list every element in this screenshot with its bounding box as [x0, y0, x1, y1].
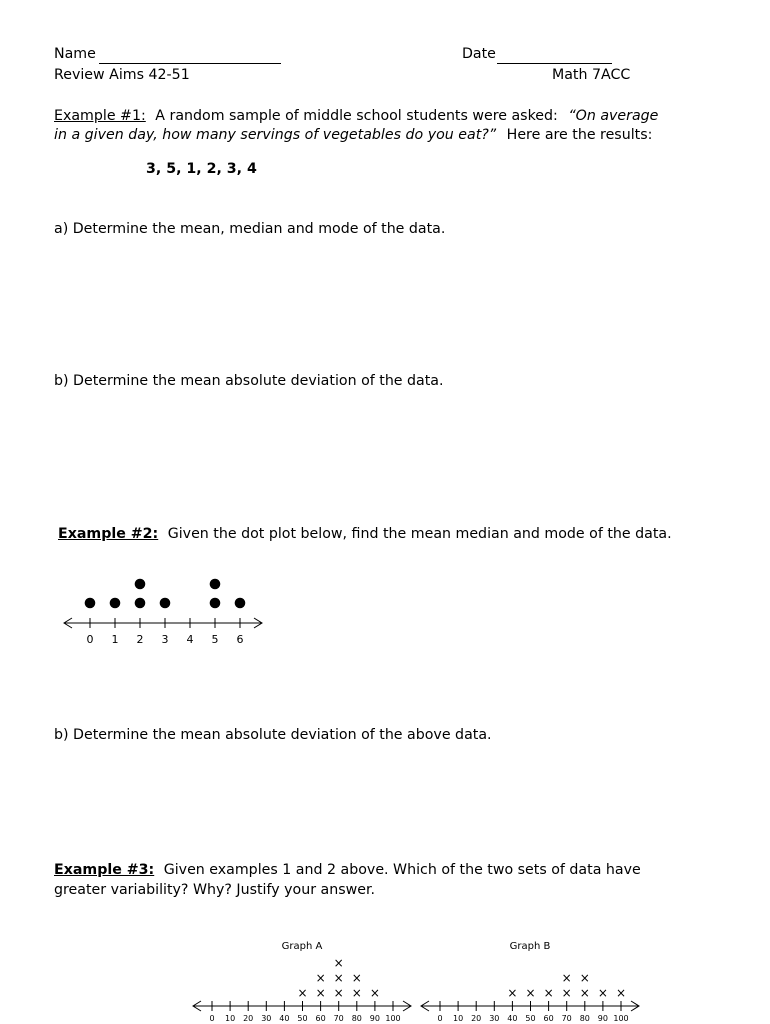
tick-label: 30: [489, 1014, 500, 1023]
example1-line1: [54, 108, 658, 124]
example1-line2: [54, 127, 652, 143]
data-dot: [210, 579, 221, 590]
data-x-mark: ×: [597, 986, 608, 1000]
example1-label: Example #1:: [54, 108, 146, 124]
example1-part-a: a) Determine the mean, median and mode of the data.: [54, 221, 446, 237]
graph-title: Graph A: [281, 941, 323, 952]
tick-label: 0: [86, 633, 94, 646]
example3-label: Example #3:: [54, 862, 155, 878]
example2-text: Given the dot plot below, find the mean median and mode of the data.: [167, 526, 672, 542]
data-x-mark: ×: [543, 986, 554, 1000]
data-x-mark: ×: [351, 971, 362, 985]
dot-plot: [60, 570, 270, 650]
data-dot: [135, 598, 146, 609]
example2-line: [54, 526, 672, 542]
course-label: Math 7ACC: [552, 67, 631, 83]
data-dot: [135, 579, 146, 590]
data-dot: [235, 598, 246, 609]
data-x-mark: ×: [333, 971, 344, 985]
graph-b-line-plot: [416, 935, 644, 1024]
data-x-mark: ×: [369, 986, 380, 1000]
data-x-mark: ×: [561, 971, 572, 985]
example3-line1: [54, 862, 641, 878]
tick-label: 30: [261, 1014, 272, 1023]
tick-label: 20: [243, 1014, 254, 1023]
tick-label: 70: [561, 1014, 572, 1023]
tick-label: 0: [437, 1014, 443, 1023]
tick-label: 0: [209, 1014, 215, 1023]
tick-label: 3: [161, 633, 169, 646]
data-dot: [110, 598, 121, 609]
data-x-mark: ×: [333, 956, 344, 970]
example3-text-1: Given examples 1 and 2 above. Which of the two sets of data have: [163, 862, 641, 878]
tick-label: 1: [111, 633, 119, 646]
example1-intro: A random sample of middle school students were asked:: [155, 108, 558, 124]
tick-label: 90: [369, 1014, 380, 1023]
tick-label: 70: [333, 1014, 344, 1023]
graph-a-line-plot: [188, 935, 416, 1024]
data-x-mark: ×: [315, 986, 326, 1000]
tick-label: 80: [351, 1014, 362, 1023]
date-label: Date: [462, 46, 496, 62]
tick-label: 50: [525, 1014, 536, 1023]
example1-part-b: b) Determine the mean absolute deviation of the data.: [54, 373, 444, 389]
tick-label: 80: [579, 1014, 590, 1023]
tick-label: 10: [225, 1014, 236, 1023]
tick-label: 90: [597, 1014, 608, 1023]
data-x-mark: ×: [351, 986, 362, 1000]
tick-label: 20: [471, 1014, 482, 1023]
name-label: Name: [54, 46, 96, 62]
data-x-mark: ×: [615, 986, 627, 1000]
data-x-mark: ×: [507, 986, 518, 1000]
example2-label: Example #2:: [58, 526, 159, 542]
data-x-mark: ×: [561, 986, 572, 1000]
date-blank-line[interactable]: [497, 63, 612, 64]
data-x-mark: ×: [297, 986, 308, 1000]
tick-label: 60: [543, 1014, 554, 1023]
tick-label: 2: [136, 633, 144, 646]
data-x-mark: ×: [579, 986, 590, 1000]
tick-label: 60: [315, 1014, 326, 1023]
data-dot: [160, 598, 171, 609]
name-blank-line[interactable]: [99, 63, 281, 64]
data-dot: [210, 598, 221, 609]
tick-label: 100: [385, 1014, 401, 1023]
tick-label: 40: [279, 1014, 290, 1023]
data-dot: [85, 598, 96, 609]
tick-label: 4: [186, 633, 194, 646]
example3-text-2: greater variability? Why? Justify your answer.: [54, 882, 376, 898]
data-x-mark: ×: [315, 971, 326, 985]
tick-label: 5: [211, 633, 219, 646]
example1-data: 3, 5, 1, 2, 3, 4: [146, 161, 257, 177]
example1-question-start: “On average: [568, 108, 659, 124]
tick-label: 6: [236, 633, 244, 646]
tick-label: 40: [507, 1014, 518, 1023]
data-x-mark: ×: [579, 971, 590, 985]
example1-results-text: Here are the results:: [506, 127, 653, 143]
example1-question-end: in a given day, how many servings of vegetables do you eat?”: [54, 127, 497, 143]
tick-label: 100: [613, 1014, 629, 1023]
data-x-mark: ×: [333, 986, 344, 1000]
worksheet-subtitle: Review Aims 42-51: [54, 67, 190, 83]
example2-part-b: b) Determine the mean absolute deviation of the above data.: [54, 727, 492, 743]
tick-label: 10: [453, 1014, 464, 1023]
data-x-mark: ×: [525, 986, 536, 1000]
graph-title: Graph B: [509, 941, 551, 952]
tick-label: 50: [297, 1014, 308, 1023]
